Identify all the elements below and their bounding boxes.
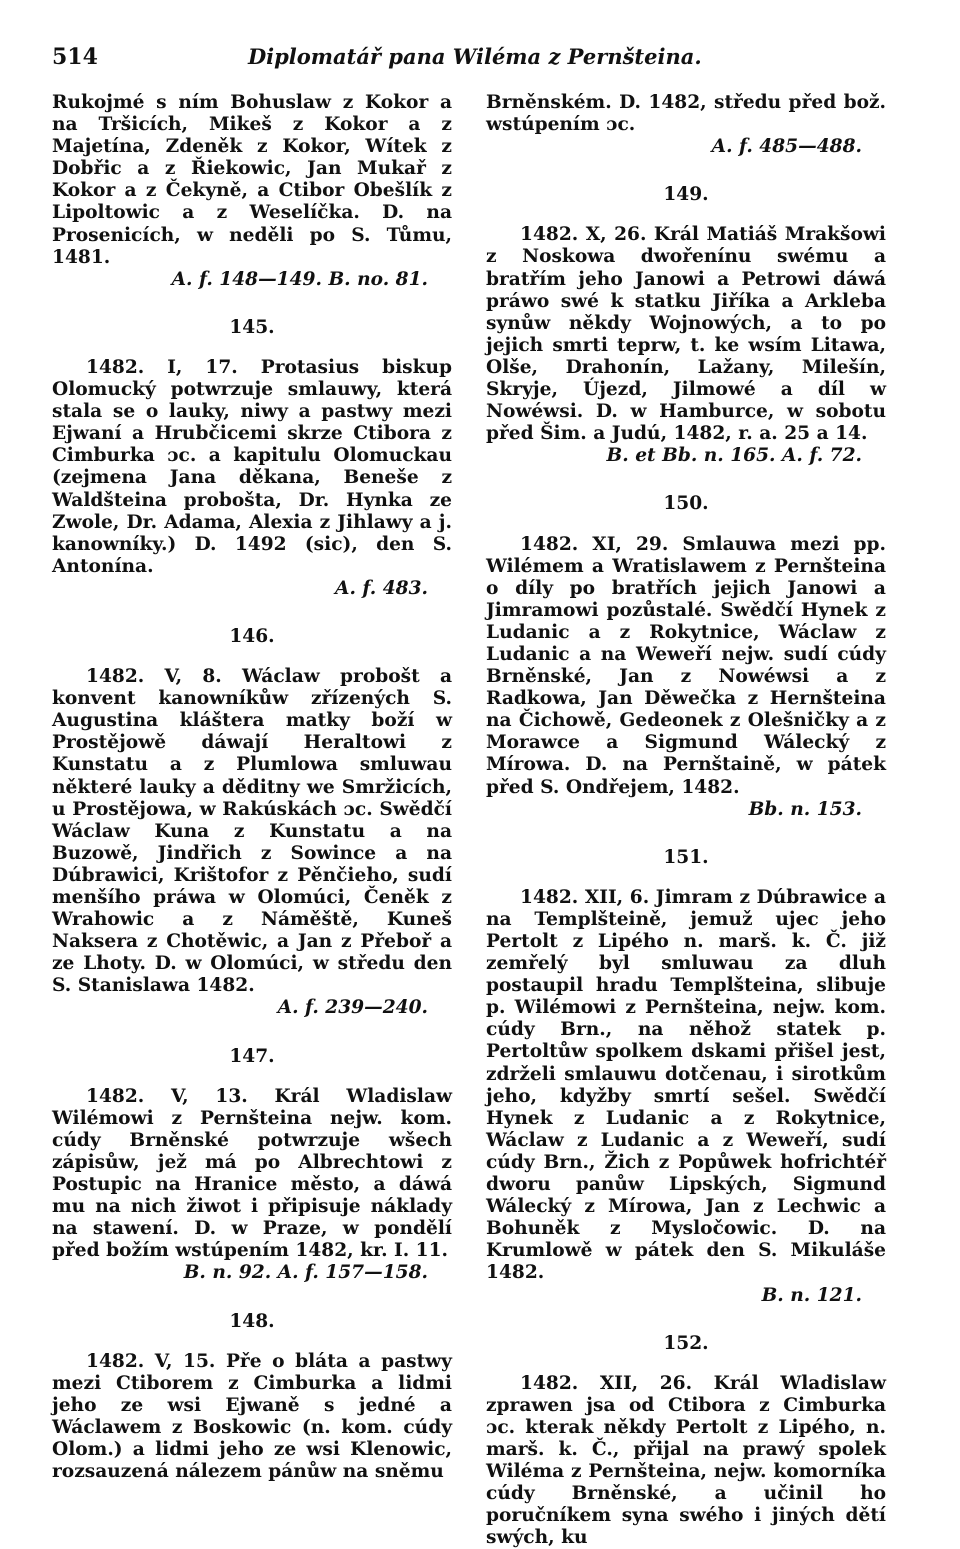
entry-reference: A. f. 485—488. (711, 136, 862, 158)
entry-text: 1482. XII, 6. Jimram z Dúbrawice a na Templšteině, jemuž ujec jeho Pertolt z Lipého n. marš. k. Č. již zemřelý byl smluwau za dluh postaupil hradu Templšteina, slibuje p. Wilémowi z Pernšteina, nejw. kom. cúdy Brn., na něhož statek p. Pertoltůw spolkem dskami přišel jest, zdrželi smlauwu dotčenau, i sirotkům jeho, kdyžby smrtí sešel. Swědčí Hynek z Ludanic a z Rokytnice, Wáclaw z Ludanic a z Weweří, sudí cúdy Brn., Žich z Popůwek hofrichtéř dworu panůw Lipských, Sigmund Wálecký z Mírowa, Jan z Lechwic a Bohuněk z Mysločowic. D. na Krumlowě w pátek den S. Mikuláše 1482. (486, 886, 886, 1284)
continued-entry (486, 92, 886, 158)
entry-152 (486, 1333, 886, 1549)
page-number: 514 (52, 44, 98, 70)
entry-text: 1482. XII, 26. Král Wladislaw zprawen jsa od Ctibora z Cimburka ɔc. kterak někdy Pertolt z Lipého, n. marš. k. Č., přijal na prawý spolek Wiléma z Pernšteina, nejw. komorníka cúdy Brněnské, a učinil ho poručníkem syna swého i jiných dětí swých, ku (486, 1372, 886, 1549)
running-title: Diplomatář pana Wiléma z Pernšteina. (247, 44, 702, 69)
entry-text: 1482. X, 26. Král Matiáš Mrakšowi z Noskowa dwořenínu swému a bratřím jeho Janowi a Petrowi dáwá práwo swé k statku Jiříka a Arkleba synůw někdy Wojnowých, a to po jejich smrti teprw, t. ke wsím Litawa, Olše, Drahonín, Lažany, Milešín, Skryje, Újezd, Jilmowé a díl w Nowéwsi. D. w Hamburce, w sobotu před Šim. a Judú, 1482, r. a. 25 a 14. (486, 224, 886, 445)
entry-text: 1482. XI, 29. Smlauwa mezi pp. Wilémem a Wratislawem z Pernšteina o díly po bratřích jejich Janowi a Jimramowi pozůstalé. Swědčí Hynek z Ludanic a z Rokytnice, Wáclaw z Ludanic a na Weweří nejw. sudí cúdy Brněnské, Jan z Nowéwsi a z Radkowa, Jan Děwečka z Hernšteina na Čichowě, Gedeonek z Olešničky a z Morawce a Sigmund Wálecký z Mírowa. D. na Pernštaině, w pátek před S. Ondřejem, 1482. (486, 533, 886, 798)
left-column (52, 92, 452, 1483)
entry-number: 151. (663, 846, 709, 868)
entry-text: 1482. V, 8. Wáclaw probošt a konvent kanowníkůw zřízených S. Augustina kláštera matky boží w Prostějowě dáwají Heraltowi z Kunstatu a z Plumlowa smluwau některé lauky a děditny we Smržicích, u Prostějowa, w Rakúskách ɔc. Swědčí Wáclaw Kuna z Kunstatu a na Buzowě, Jindřich z Sowince a na Dúbrawici, Krištofor z Pěnčieho, sudí menšího práwa w Olomúci, Čeněk z Wrahowic a z Náměště, Kuneš Naksera z Chotěwic, a Jan z Přeboř a ze Lhoty. D. w Olomúci, w středu den S. Stanislawa 1482. (52, 666, 452, 997)
entry-text: Rukojmé s ním Bohuslaw z Kokor a na Tršicích, Mikeš z Kokor a z Majetína, Zdeněk z Kokor, Wítek z Dobřic a z Řiekowic, Jan Mukař z Kokor a z Čekyně, a Ctibor Obešlík z Lipoltowic a z Weselíčka. D. na Prosenicích, w neděli po S. Tůmu, 1481. (52, 92, 452, 268)
entry-reference: B. et Bb. n. 165. A. f. 72. (606, 445, 862, 467)
entry-number: 149. (663, 184, 709, 206)
entry-text: 1482. V, 15. Pře o bláta a pastwy mezi Ctiborem z Cimburka a lidmi jeho ze wsi Ejwaně s jedné a Wáclawem z Boskowic (n. kom. cúdy Olom.) a lidmi jeho ze wsi Klenowic, rozsauzená nálezem pánůw na sněmu (52, 1350, 452, 1483)
entry-148 (52, 1311, 452, 1484)
entry-text: 1482. I, 17. Protasius biskup Olomucký potwrzuje smlauwy, která stala se o lauky, niwy a pastwy mezi Ejwaní a Hrubčicemi skrze Ctibora z Cimburka ɔc. a kapitulu Olomuckau (zejmena Jana děkana, Beneše z Waldšteina probošta, Dr. Hynka ze Zwole, Dr. Adama, Alexia z Jihlawy a j. kanowníky.) D. 1492 (sic), den S. Antonína. (52, 356, 452, 577)
entry-number: 147. (229, 1045, 275, 1067)
entry-146 (52, 626, 452, 1020)
entry-reference: B. n. 121. (761, 1284, 862, 1306)
entry-reference: A. f. 483. (335, 577, 428, 599)
entry-145 (52, 317, 452, 600)
entry-reference: Bb. n. 153. (748, 798, 862, 820)
right-column (486, 92, 886, 1549)
entry-reference: A. f. 239—240. (277, 997, 428, 1019)
entry-number: 145. (229, 316, 275, 338)
entry-number: 146. (229, 625, 275, 647)
entry-number: 150. (663, 493, 709, 515)
page-header (52, 44, 902, 74)
entry-number: 148. (229, 1310, 275, 1332)
continued-entry (52, 92, 452, 291)
entry-text: 1482. V, 13. Král Wladislaw Wilémowi z Pernšteina nejw. kom. cúdy Brněnské potwrzuje wšech zápisůw, jež má po Albrechtowi z Postupic na Hranice město, a dáwá mu na nich žiwot i připisuje náklady na stawení. D. w Praze, w pondělí před božím wstúpením 1482, kr. I. 11. (52, 1085, 452, 1262)
entry-147 (52, 1046, 452, 1285)
entry-text: Brněnském. D. 1482, středu před bož. wstúpením ɔc. (486, 92, 886, 136)
entry-149 (486, 184, 886, 467)
entry-150 (486, 493, 886, 820)
entry-151 (486, 847, 886, 1307)
entry-number: 152. (663, 1332, 709, 1354)
entry-reference: B. n. 92. A. f. 157—158. (183, 1262, 428, 1284)
entry-reference: A. f. 148—149. B. no. 81. (171, 268, 428, 290)
